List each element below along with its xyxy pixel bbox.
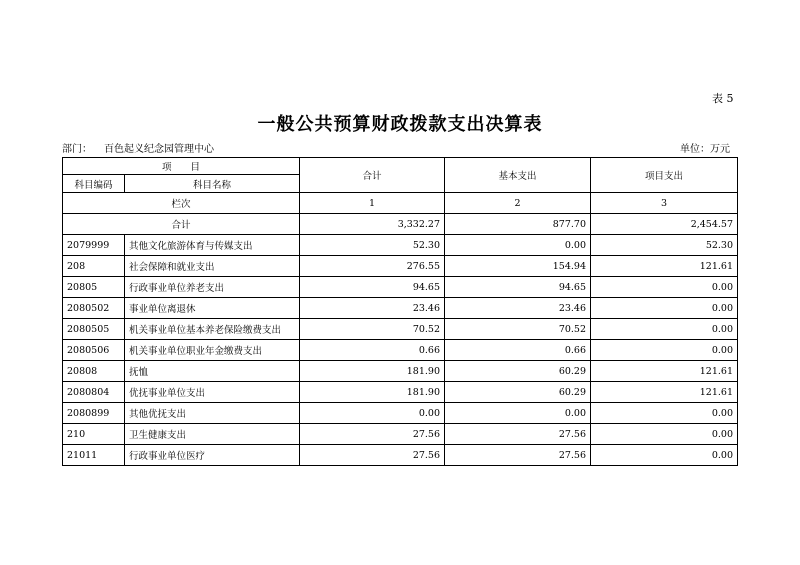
row-project: 0.00 <box>591 340 738 361</box>
row-code: 2080899 <box>63 403 125 424</box>
row-total: 70.52 <box>300 319 445 340</box>
row-name: 卫生健康支出 <box>125 424 300 445</box>
row-project: 121.61 <box>591 256 738 277</box>
row-code: 20808 <box>63 361 125 382</box>
row-name: 行政事业单位医疗 <box>125 445 300 466</box>
table-number: 表 5 <box>712 92 734 105</box>
row-name: 机关事业单位职业年金缴费支出 <box>125 340 300 361</box>
row-basic: 94.65 <box>445 277 591 298</box>
total-project: 2,454.57 <box>591 214 738 235</box>
header-name: 科目名称 <box>125 175 300 193</box>
column-number-3: 3 <box>591 193 738 214</box>
row-total: 0.00 <box>300 403 445 424</box>
unit-label: 单位：万元 <box>680 144 730 155</box>
row-code: 208 <box>63 256 125 277</box>
table-row <box>63 319 738 340</box>
total-amount: 3,332.27 <box>300 214 445 235</box>
table-row <box>63 235 738 256</box>
table-row <box>63 256 738 277</box>
header-code: 科目编码 <box>63 175 125 193</box>
row-basic: 0.66 <box>445 340 591 361</box>
row-project: 0.00 <box>591 319 738 340</box>
row-total: 27.56 <box>300 424 445 445</box>
expenditure-table <box>62 157 738 466</box>
total-label: 合计 <box>63 214 300 235</box>
department-name: 百色起义纪念园管理中心 <box>104 144 214 155</box>
header-item: 项 目 <box>63 158 300 175</box>
row-total: 23.46 <box>300 298 445 319</box>
table-row <box>63 424 738 445</box>
table-row <box>63 382 738 403</box>
row-code: 21011 <box>63 445 125 466</box>
row-name: 优抚事业单位支出 <box>125 382 300 403</box>
row-code: 210 <box>63 424 125 445</box>
row-total: 27.56 <box>300 445 445 466</box>
total-row <box>63 214 738 235</box>
row-total: 181.90 <box>300 361 445 382</box>
row-total: 276.55 <box>300 256 445 277</box>
table-row <box>63 361 738 382</box>
row-name: 其他文化旅游体育与传媒支出 <box>125 235 300 256</box>
row-project: 121.61 <box>591 382 738 403</box>
row-code: 2080804 <box>63 382 125 403</box>
row-project: 121.61 <box>591 361 738 382</box>
row-code: 2080505 <box>63 319 125 340</box>
row-name: 事业单位离退休 <box>125 298 300 319</box>
header-project: 项目支出 <box>591 158 738 193</box>
row-basic: 154.94 <box>445 256 591 277</box>
column-number-1: 1 <box>300 193 445 214</box>
row-total: 181.90 <box>300 382 445 403</box>
table-row <box>63 445 738 466</box>
row-project: 0.00 <box>591 277 738 298</box>
header-basic: 基本支出 <box>445 158 591 193</box>
row-name: 抚恤 <box>125 361 300 382</box>
row-total: 52.30 <box>300 235 445 256</box>
row-name: 机关事业单位基本养老保险缴费支出 <box>125 319 300 340</box>
row-total: 94.65 <box>300 277 445 298</box>
row-project: 0.00 <box>591 424 738 445</box>
row-total: 0.66 <box>300 340 445 361</box>
row-code: 2080502 <box>63 298 125 319</box>
row-name: 其他优抚支出 <box>125 403 300 424</box>
row-code: 20805 <box>63 277 125 298</box>
row-basic: 60.29 <box>445 382 591 403</box>
row-project: 0.00 <box>591 445 738 466</box>
table-row <box>63 340 738 361</box>
header-total: 合计 <box>300 158 445 193</box>
row-basic: 0.00 <box>445 403 591 424</box>
table-row <box>63 403 738 424</box>
department-label: 部门： <box>62 144 92 155</box>
row-name: 行政事业单位养老支出 <box>125 277 300 298</box>
column-number-2: 2 <box>445 193 591 214</box>
row-basic: 70.52 <box>445 319 591 340</box>
row-basic: 0.00 <box>445 235 591 256</box>
column-number-label: 栏次 <box>63 193 300 214</box>
row-basic: 27.56 <box>445 445 591 466</box>
total-basic: 877.70 <box>445 214 591 235</box>
row-project: 0.00 <box>591 298 738 319</box>
row-name: 社会保障和就业支出 <box>125 256 300 277</box>
row-project: 52.30 <box>591 235 738 256</box>
table-row <box>63 277 738 298</box>
department-info <box>62 140 214 155</box>
table-row <box>63 298 738 319</box>
row-code: 2079999 <box>63 235 125 256</box>
row-basic: 23.46 <box>445 298 591 319</box>
row-project: 0.00 <box>591 403 738 424</box>
row-code: 2080506 <box>63 340 125 361</box>
page-title: 一般公共预算财政拨款支出决算表 <box>257 114 543 135</box>
row-basic: 27.56 <box>445 424 591 445</box>
row-basic: 60.29 <box>445 361 591 382</box>
